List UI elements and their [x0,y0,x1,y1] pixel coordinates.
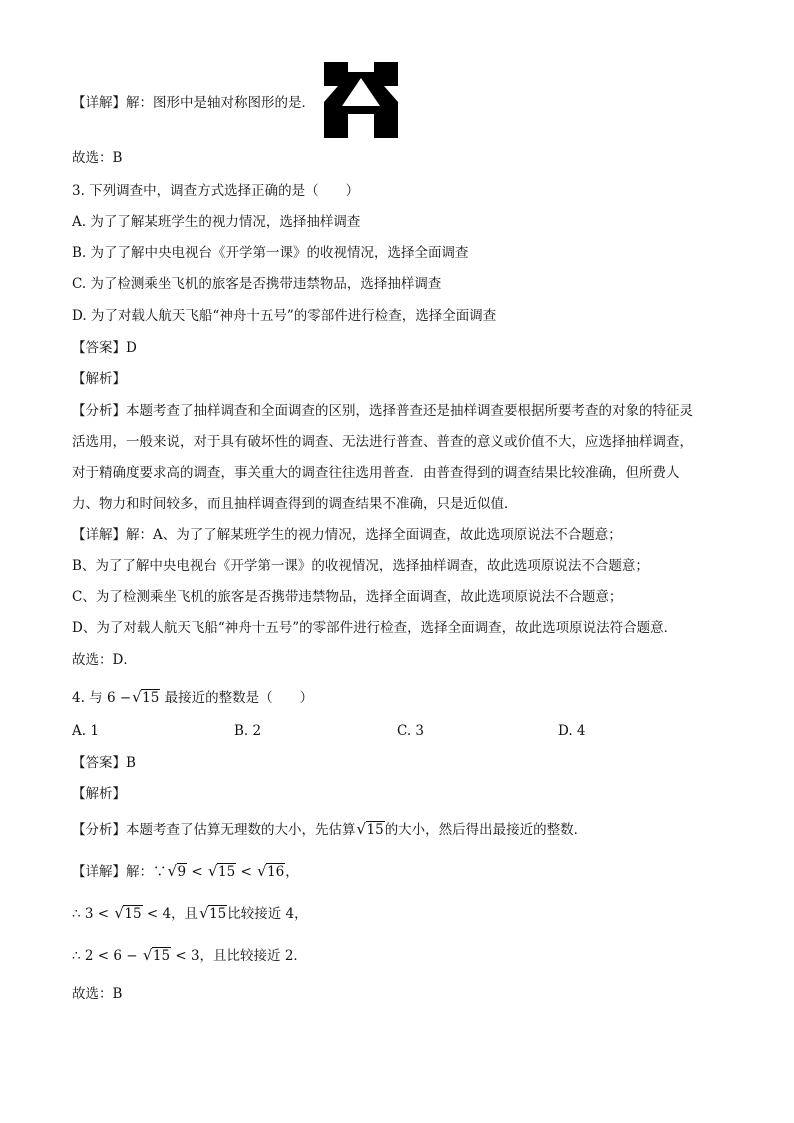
answer-value: B [126,755,136,771]
sqrt-16: √ 16 [257,862,285,880]
q3-analysis-line-2: 活选用，一般来说，对于具有破坏性的调查、无法进行普查、普查的意义或价值不大，应选择抽样调查， [72,434,693,450]
stem-suffix: 最接近的整数是（ ） [164,690,314,706]
q4-option-d: D. 4 [558,723,586,739]
analysis-text-pre: 本题考查了估算无理数的大小，先估算 [126,822,356,838]
detail-label: 【详解】 [72,864,126,880]
sqrt-15: √ 15 [199,904,227,922]
q3-detail-line-4: D、为了对载人航天飞船“神舟十五号”的零部件进行检查，选择全面调查，故此选项原说法符合题意． [72,620,678,636]
radicand: 9 [177,864,187,880]
analysis-text: 本题考查了抽样调查和全面调查的区别，选择普查还是抽样调查要根据所要考查的对象的特征灵 [126,403,693,419]
answer-label: 【答案】 [72,340,126,356]
q3-analysis-line-3: 对于精确度要求高的调查，事关重大的调查往往选用普查．由普查得到的调查结果比较准确，但所费人 [72,465,680,481]
inequality-left: ∴ 3 < [72,906,110,922]
analysis-text-post: 的大小，然后得出最接近的整数． [384,822,588,838]
choose-line: 故选：B [72,150,123,166]
q4-answer [72,753,136,773]
text-close-to: ，且比较接近 2． [199,948,307,964]
detail-text: 解：A、为了了解某班学生的视力情况，选择全面调查，故此选项原说法不合题意； [126,527,622,543]
sqrt-15: √ 15 [132,688,160,706]
q3-detail-line-1 [72,525,622,545]
detail-line [72,93,315,113]
radicand: 15 [366,822,384,838]
answer-value: D [126,340,137,356]
q4-analysis-line [72,820,587,840]
q4-option-c: C. 3 [397,723,425,739]
sqrt-15: √ 15 [356,820,384,838]
q3-choose: 故选：D． [72,652,137,668]
radicand: 15 [209,906,227,922]
q3-option-c: C. 为了检测乘坐飞机的旅客是否携带违禁物品，选择抽样调查 [72,276,442,292]
q3-analysis-label: 【解析】 [72,371,126,387]
detail-text: 解：图形中是轴对称图形的是． [126,95,315,111]
q4-option-b: B. 2 [234,723,262,739]
q4-analysis-label: 【解析】 [72,786,126,802]
q4-stem [72,688,313,708]
sqrt-9: √ 9 [167,862,187,880]
q3-answer [72,338,137,358]
analysis-head: 【分析】 [72,403,126,419]
detail-label: 【详解】 [72,527,126,543]
text-close-to: 比较接近 4， [227,906,308,922]
less-than: < [240,864,252,880]
sqrt-15: √ 15 [114,904,142,922]
radicand: 15 [218,864,236,880]
q3-detail-line-2: B、为了了解中央电视台《开学第一课》的收视情况，选择抽样调查，故此选项原说法不合题意； [72,558,649,574]
inequality-right: < 3 [175,948,200,964]
axis-symmetric-figure [324,62,398,138]
less-than: < [191,864,203,880]
detail-text: 解：∵ [126,864,167,880]
q3-option-b: B. 为了了解中央电视台《开学第一课》的收视情况，选择全面调查 [72,245,469,261]
q3-analysis-line-4: 力、物力和时间较多，而且抽样调查得到的调查结果不准确，只是近似值． [72,496,518,512]
q3-option-d: D. 为了对载人航天飞船“神舟十五号”的零部件进行检查，选择全面调查 [72,308,497,324]
radicand: 16 [267,864,285,880]
q4-choose: 故选：B [72,986,123,1002]
detail-label: 【详解】 [72,95,126,111]
analysis-head: 【分析】 [72,822,126,838]
stem-prefix: 4. 与 [72,690,103,706]
radicand: 15 [142,690,160,706]
stem-expression: 6 − [106,690,132,706]
q4-detail-line-2 [72,904,308,924]
q3-option-a: A. 为了了解某班学生的视力情况，选择抽样调查 [72,214,361,230]
radicand: 15 [152,948,171,964]
sqrt-15: √ 15 [142,946,171,964]
q3-detail-line-3: C、为了检测乘坐飞机的旅客是否携带违禁物品，选择全面调查，故此选项原说法不合题意； [72,589,623,605]
radicand: 15 [124,906,142,922]
q4-detail-line-1 [72,862,299,882]
answer-label: 【答案】 [72,755,126,771]
inequality-right: < 4 [146,906,172,922]
q3-analysis-line-1 [72,401,693,421]
q3-stem: 3. 下列调查中，调查方式选择正确的是（ ） [72,183,360,199]
comma: ， [285,864,299,880]
q4-option-a: A. 1 [72,723,99,739]
sqrt-15: √ 15 [208,862,236,880]
text-and: ，且 [171,906,199,922]
inequality-left: ∴ 2 < 6 − [72,948,138,964]
q4-detail-line-3 [72,946,307,966]
